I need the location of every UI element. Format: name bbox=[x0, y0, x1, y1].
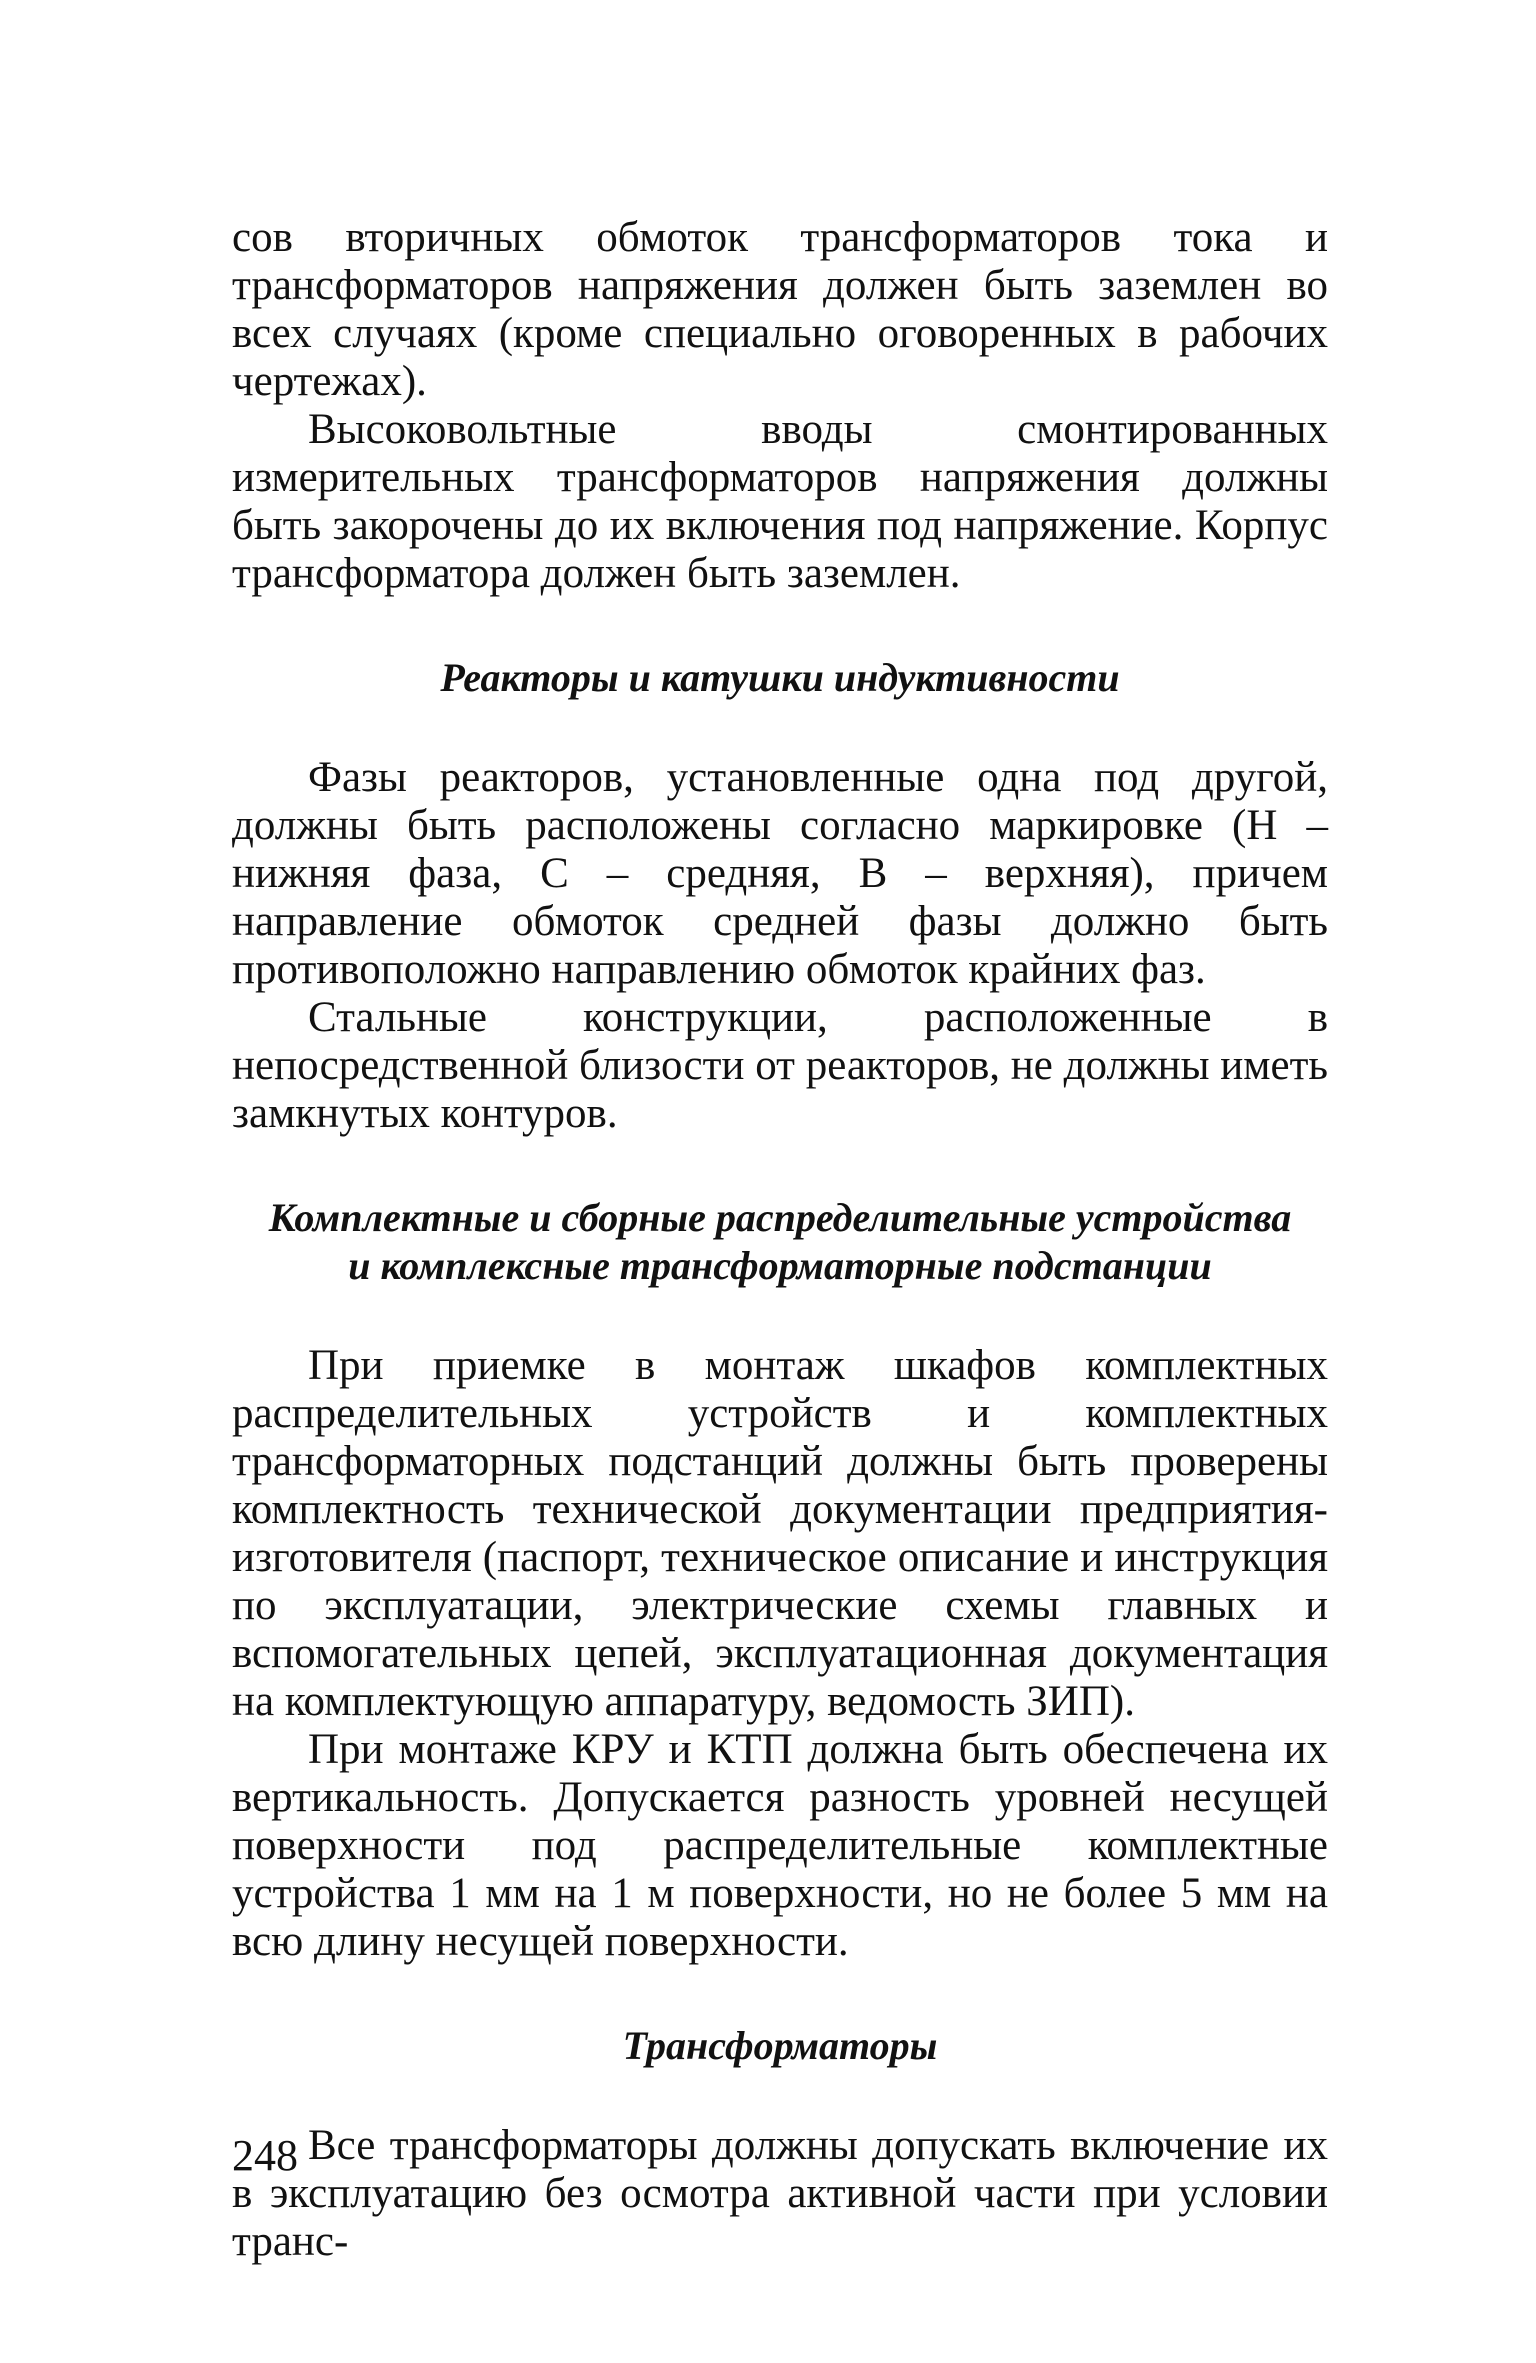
heading-switchgear-line2: и комплексные трансформаторные подстанции bbox=[348, 1243, 1212, 1288]
paragraph-high-voltage-bushings: Высоковольтные вводы смонтированных измерительных трансформаторов напряжения должны быть закорочены до их включения под напряжение. Корпус трансформатора должен быть заземлен. bbox=[232, 406, 1328, 597]
heading-reactors: Реакторы и катушки индуктивности bbox=[440, 655, 1120, 700]
paragraph-steel-structures: Стальные конструкции, расположенные в непосредственной близости от реакторов, не должны иметь замкнутых контуров. bbox=[232, 994, 1328, 1137]
paragraph-reactor-phases: Фазы реакторов, установленные одна под другой, должны быть расположены согласно маркировке (Н – нижняя фаза, С – средняя, В – верхняя), причем направление обмоток средней фазы должно быть противоположно направлению обмоток крайних фаз. bbox=[232, 754, 1328, 993]
paragraph-continued: сов вторичных обмоток трансформаторов тока и трансформаторов напряжения должен быть заземлен во всех случаях (кроме специально оговоренных в рабочих чертежах). bbox=[232, 214, 1328, 405]
heading-switchgear-line1: Комплектные и сборные распределительные устройства bbox=[268, 1195, 1292, 1240]
paragraph-acceptance: При приемке в монтаж шкафов комплектных распределительных устройств и комплектных трансформаторных подстанций должны быть проверены комплектность технической документации предприятия-изготовителя (паспорт, техническое описание и инструкция по эксплуатации, электрические схемы главных и вспомогательных цепей, эксплуатационная документация на комплектующую аппаратуру, ведомость ЗИП). bbox=[232, 1342, 1328, 1725]
page-number: 248 bbox=[232, 2131, 298, 2180]
page-body bbox=[232, 214, 1328, 2266]
paragraph-verticality: При монтаже КРУ и КТП должна быть обеспечена их вертикальность. Допускается разность уровней несущей поверхности под распределительные комплектные устройства 1 мм на 1 м поверхности, но не более 5 мм на всю длину несущей поверхности. bbox=[232, 1726, 1328, 1965]
heading-switchgear bbox=[232, 1194, 1328, 1290]
paragraph-transformers: Все трансформаторы должны допускать включение их в эксплуатацию без осмотра активной части при условии транс- bbox=[232, 2122, 1328, 2265]
heading-transformers: Трансформаторы bbox=[622, 2023, 938, 2068]
